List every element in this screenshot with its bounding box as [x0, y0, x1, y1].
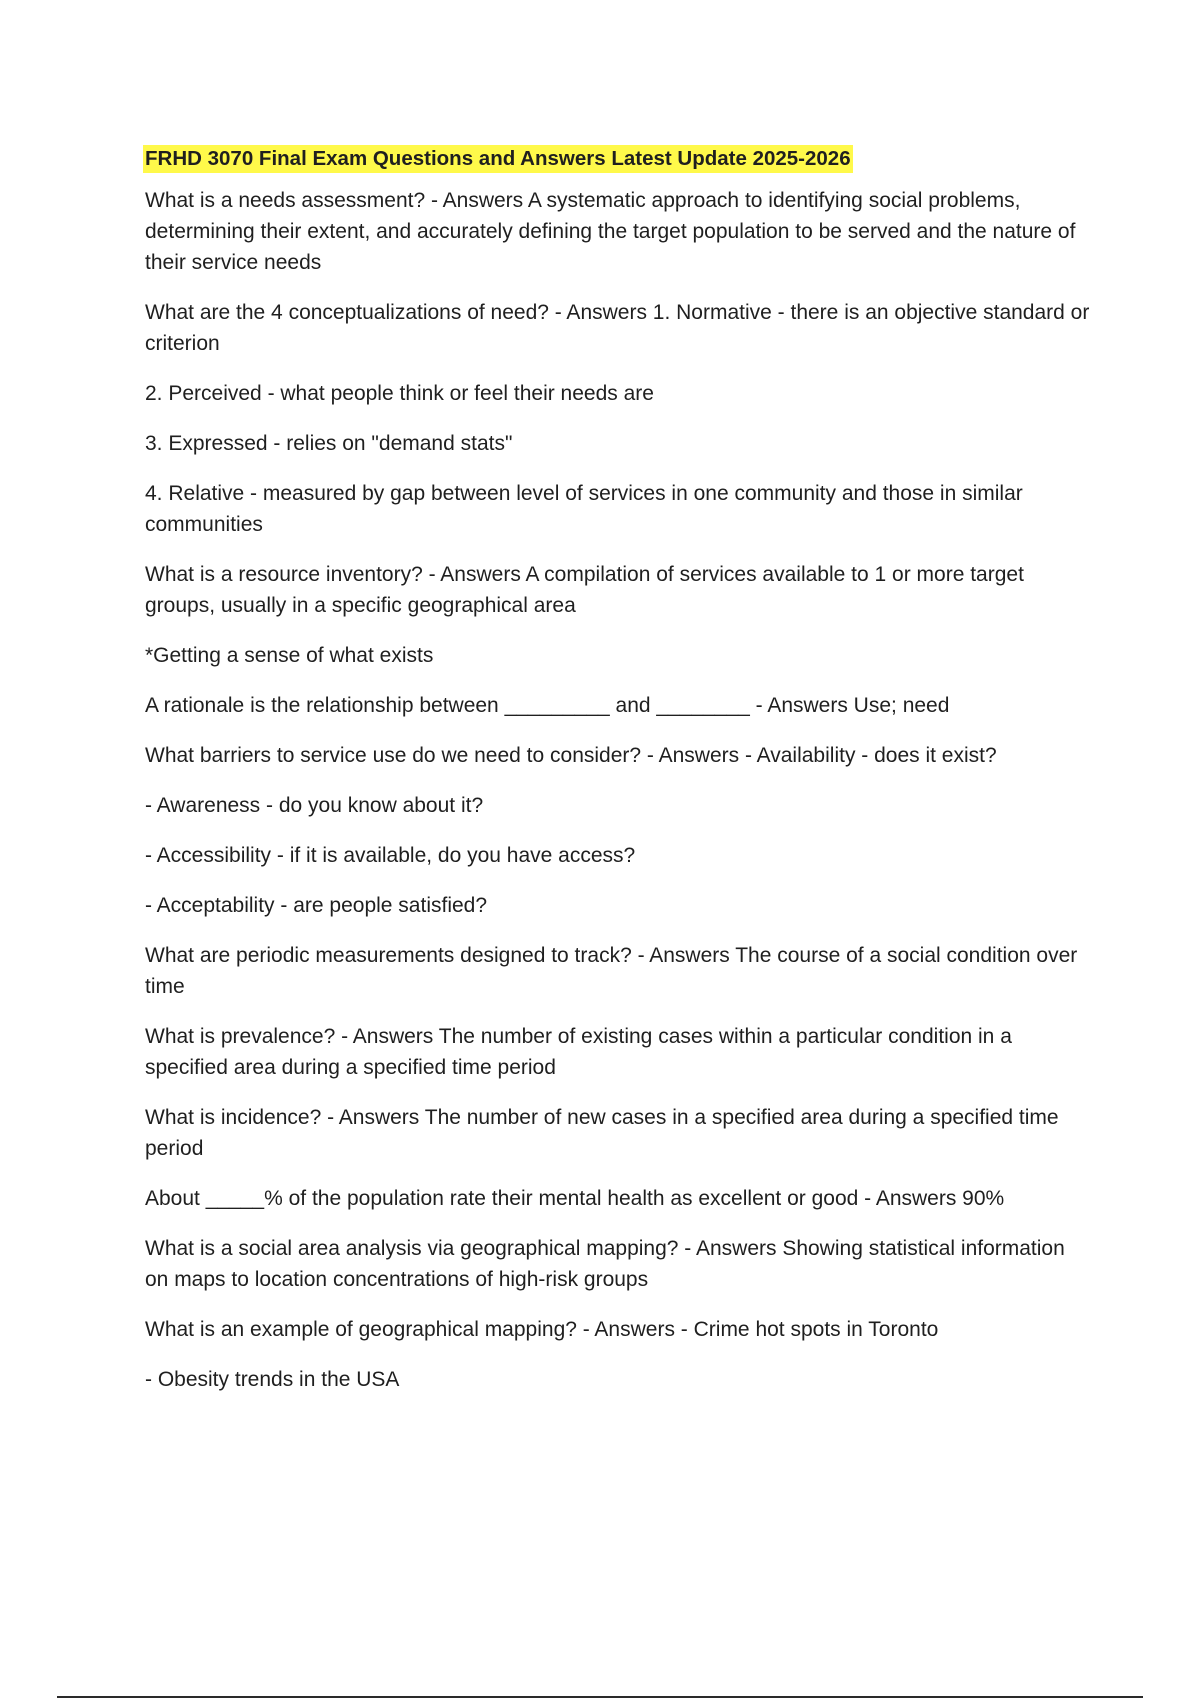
qa-paragraph: What is an example of geographical mapping? - Answers - Crime hot spots in Toronto — [145, 1318, 939, 1341]
document-title: FRHD 3070 Final Exam Questions and Answers Latest Update 2025-2026 — [143, 145, 853, 173]
qa-paragraph: What is incidence? - Answers The number of new cases in a specified area during a specified time period — [145, 1106, 1059, 1160]
qa-paragraph: - Accessibility - if it is available, do you have access? — [145, 844, 636, 867]
qa-paragraph: A rationale is the relationship between _________ and ________ - Answers Use; need — [145, 694, 950, 717]
document-body — [145, 143, 1090, 1414]
qa-paragraph: 4. Relative - measured by gap between level of services in one community and those in similar communities — [145, 482, 1023, 536]
qa-paragraph: - Awareness - do you know about it? — [145, 794, 484, 817]
qa-paragraph: What is prevalence? - Answers The number of existing cases within a particular condition in a specified area during a specified time period — [145, 1025, 1012, 1079]
qa-paragraph: - Acceptability - are people satisfied? — [145, 894, 488, 917]
qa-paragraph: About _____% of the population rate their mental health as excellent or good - Answers 90% — [145, 1187, 1005, 1210]
qa-paragraph: What are periodic measurements designed to track? - Answers The course of a social condition over time — [145, 944, 1078, 998]
footer-divider — [57, 1696, 1143, 1698]
qa-paragraph: What are the 4 conceptualizations of need? - Answers 1. Normative - there is an objective standard or criterion — [145, 301, 1090, 355]
qa-paragraph: 2. Perceived - what people think or feel their needs are — [145, 382, 654, 405]
qa-paragraph: What is a needs assessment? - Answers A systematic approach to identifying social problems, determining their extent, and accurately defining the target population to be served and the nature of their service needs — [145, 189, 1076, 274]
qa-paragraph: What is a social area analysis via geographical mapping? - Answers Showing statistical information on maps to location concentrations of high-risk groups — [145, 1237, 1065, 1291]
qa-paragraph: 3. Expressed - relies on "demand stats" — [145, 432, 513, 455]
qa-paragraph: What is a resource inventory? - Answers A compilation of services available to 1 or more target groups, usually in a specific geographical area — [145, 563, 1024, 617]
qa-paragraph: *Getting a sense of what exists — [145, 644, 434, 667]
qa-paragraph: What barriers to service use do we need to consider? - Answers - Availability - does it exist? — [145, 744, 997, 767]
qa-paragraph: - Obesity trends in the USA — [145, 1368, 400, 1391]
